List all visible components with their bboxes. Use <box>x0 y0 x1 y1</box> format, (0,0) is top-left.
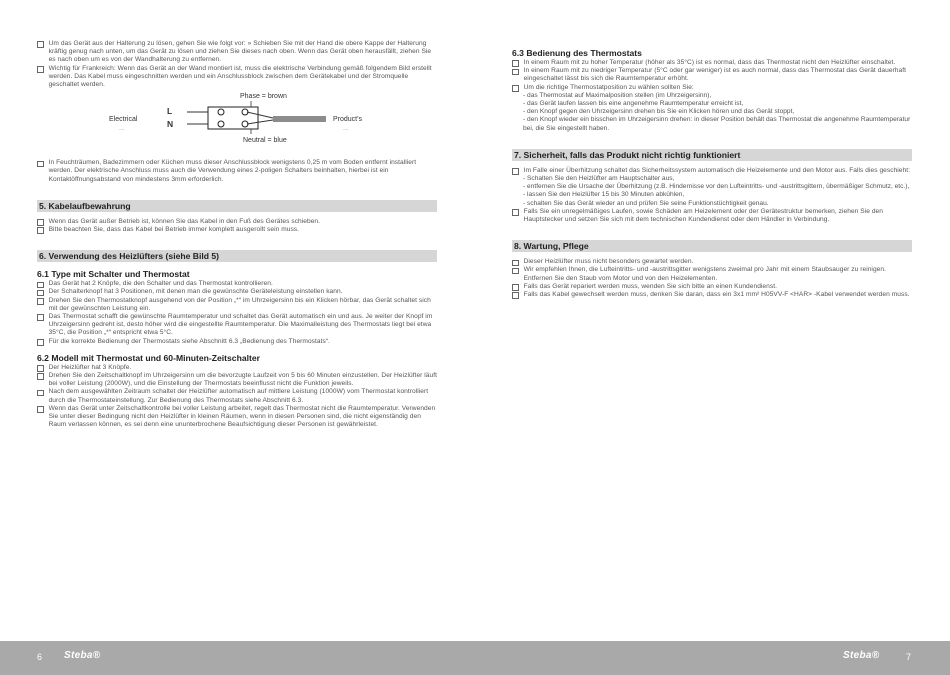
bullet-text: In einem Raum mit zu hoher Temperatur (höher als 35°C) ist es normal, dass das Thermostat nicht den Heizlüfter einschaltet. <box>523 59 896 66</box>
bullet-item <box>512 84 912 92</box>
bullet-text: Um die richtige Thermostatposition zu wählen sollten Sie: <box>523 83 694 91</box>
bullet-item <box>37 218 437 226</box>
terminal-screw <box>218 121 224 127</box>
bullet-text: Wichtig für Frankreich: Wenn das Gerät an der Wand montiert ist, muss die elektrische Verbindung gemäß folgendem Bild erstellt werden. Das Kabel muss eingeschnitten werden und ein Anschlussblock zwischen dem Gerätekabel und der Stromquelle geschaltet werden. <box>48 64 432 89</box>
left-column <box>37 40 437 429</box>
bullet-item <box>37 297 437 313</box>
checkbox-bullet-icon <box>512 168 519 175</box>
section-6-1-list <box>37 280 437 346</box>
bullet-item <box>37 405 437 430</box>
checkbox-bullet-icon <box>512 284 519 291</box>
section-5-list <box>37 218 437 234</box>
wiring-diagram-svg <box>37 91 437 151</box>
bullet-item <box>512 291 912 299</box>
bullet-text: Für die korrekte Bedienung der Thermostats siehe Abschnitt 6.3 „Bedienung des Thermostats“. <box>48 337 330 345</box>
electrical-label: Electrical <box>109 116 138 124</box>
bullet-item <box>512 258 912 266</box>
steba-logo-right: Steba® <box>843 650 880 661</box>
N-label: N <box>167 119 174 130</box>
bullet-text: Wenn das Gerät unter Zeitschaltkontrolle bei voller Leistung arbeitet, regelt das Thermostat nicht die Raumtemperatur. Verwenden Sie unter dieser Bedingung nicht den Heizlüfter in kleinen Räumen, wenn in diesen Personen sind, die nicht eigenständig den Raum verlassen können, es sei denn eine ununterbrochene Beaufsichtigung dieser Personen ist gewährleistet. <box>48 404 436 429</box>
bullet-item <box>37 40 437 65</box>
bullet-item <box>37 364 437 372</box>
section-7-steps <box>512 175 912 208</box>
checkbox-bullet-icon <box>37 339 44 346</box>
section-7-title: 7. Sicherheit, falls das Produkt nicht richtig funktioniert <box>512 149 912 161</box>
bullet-text: Nach dem ausgewählten Zeitraum schaltet der Heizlüfter automatisch auf mittlere Leistung (1000W) vom Thermostat kontrolliert durch die Thermostateinstellung. Zur Bedienung des Thermostats siehe Abschnitt 6.3. <box>48 388 429 404</box>
step-item: - das Thermostat auf Maximalposition stellen (im Uhrzeigersinn), <box>523 91 712 99</box>
checkbox-bullet-icon <box>37 161 44 168</box>
section-6-title: 6. Verwendung des Heizlüfters (siehe Bild 5) <box>37 250 437 262</box>
step-item: - Schalten Sie den Heizlüfter am Hauptschalter aus, <box>523 175 675 183</box>
section-6-2-list <box>37 364 437 430</box>
checkbox-bullet-icon <box>512 60 519 67</box>
step-item: - schalten Sie das Gerät wieder an und prüfen Sie seine Funktionstüchtigkeit genau. <box>523 199 769 207</box>
bullet-text: Drehen Sie den Zeitschaltknopf im Uhrzeigersinn um die bevorzugte Laufzeit von 5 bis 60 Minuten einzustellen. Der Heizlüfter läuft bei voller Leistung (2000W), und die Einstellung der Thermostats beeinflusst nicht die Funktion jeweils. <box>48 372 437 388</box>
phase-label: Phase = brown <box>240 93 287 101</box>
intro-list <box>37 40 437 89</box>
bullet-text: Bitte beachten Sie, dass das Kabel bei Betrieb immer komplett ausgerollt sein muss. <box>48 226 300 234</box>
bullet-text: Wenn das Gerät außer Betrieb ist, können Sie das Kabel in den Fuß des Gerätes schieben. <box>48 217 321 225</box>
section-5-title: 5. Kabelaufbewahrung <box>37 200 437 212</box>
footer-bar <box>0 641 950 675</box>
steba-logo-left: Steba® <box>64 650 101 661</box>
checkbox-bullet-icon <box>37 365 44 372</box>
bullet-item <box>37 338 437 346</box>
checkbox-bullet-icon <box>512 260 519 267</box>
product-cable <box>273 116 326 122</box>
checkbox-bullet-icon <box>512 268 519 275</box>
right-column <box>512 40 912 299</box>
section-8-title: 8. Wartung, Pflege <box>512 240 912 252</box>
bullet-text: Im Falle einer Überhitzung schaltet das Sicherheitssystem automatisch die Heizelemente und den Motor aus. Falls dies geschieht: <box>523 166 911 174</box>
checkbox-bullet-icon <box>37 219 44 226</box>
bullet-text: Drehen Sie den Thermostatknopf ausgehend von der Position „*“ im Uhrzeigersinn bis ein Klicken hörbar, das Gerät schaltet sich mit der gewünschten Leistung ein. <box>48 296 431 312</box>
checkbox-bullet-icon <box>37 298 44 305</box>
bullet-item <box>37 372 437 388</box>
page-number-left: 6 <box>37 652 43 662</box>
bullet-item <box>37 159 437 184</box>
checkbox-bullet-icon <box>512 209 519 216</box>
L-label: L <box>167 106 173 117</box>
step-item: - den Knopf gegen den Uhrzeigersinn drehen bis Sie ein Klicken hören und das Gerät stoppt, <box>523 108 795 116</box>
bullet-text: Der Schalterknopf hat 3 Positionen, mit denen man die gewünschte Geräteleistung einstellen kann. <box>48 288 343 296</box>
checkbox-bullet-icon <box>37 282 44 289</box>
step-item: - entfernen Sie die Ursache der Überhitzung (z.B. Hindernisse vor den Lufteintritts- und -austrittsgittern, übermäßiger Schmutz, etc.), <box>523 183 910 191</box>
section-6-3-title: 6.3 Bedienung des Thermostats <box>512 48 642 58</box>
checkbox-bullet-icon <box>37 227 44 234</box>
bullet-text: In einem Raum mit zu niedriger Temperatur (5°C oder gar weniger) ist es auch normal, dass das Thermostat das Gerät dauerhaft eingeschaltet lässt bis sich die Raumtemperatur erhöht. <box>523 67 907 83</box>
checkbox-bullet-icon <box>512 292 519 299</box>
checkbox-bullet-icon <box>37 66 44 73</box>
bullet-text: Der Heizlüfter hat 3 Knöpfe. <box>48 363 132 371</box>
bullet-item <box>512 167 912 175</box>
product-label-2: ... <box>343 125 349 133</box>
neutral-label: Neutral = blue <box>243 137 287 145</box>
section-6-3-steps <box>512 92 912 133</box>
bullet-text: Das Gerät hat 2 Knöpfe, die den Schalter und das Thermostat kontrollieren. <box>48 280 273 288</box>
bullet-text: Das Thermostat schafft die gewünschte Raumtemperatur und schaltet das Gerät automatisch ein und aus. Je weiter der Knopf im Uhrzeigersinn gedreht ist, desto höher wird die eingestellte Raumtemperatur. Die Maximalleistung des Thermostats liegt bei etwa 35°C, die Position „*“ entspricht etwa 5°C. <box>48 313 433 337</box>
intro2-list <box>37 159 437 184</box>
bullet-item <box>37 288 437 296</box>
bullet-text: Falls Sie ein unregelmäßiges Laufen, sowie Schäden am Heizelement oder der Gerätestruktur bemerken, ziehen Sie den Hauptstecker und setzen Sie sich mit dem technischen Kundendienst oder dem Händler in Verbindung. <box>523 207 883 224</box>
checkbox-bullet-icon <box>37 290 44 297</box>
checkbox-bullet-icon <box>37 314 44 321</box>
section-6-3-list <box>512 59 912 92</box>
step-item: - den Knopf wieder ein bisschen im Uhrzeigersinn drehen: in dieser Position behält das Thermostat die angenehme Raumtemperatur bei, die Sie eingestellt haben. <box>523 116 911 132</box>
section-6-2-title: 6.2 Modell mit Thermostat und 60-Minuten-Zeitschalter <box>37 352 260 363</box>
terminal-block <box>208 107 258 129</box>
checkbox-bullet-icon <box>37 406 44 413</box>
bullet-item <box>37 388 437 404</box>
bullet-item <box>512 266 912 282</box>
bullet-item <box>37 65 437 90</box>
section-8-list <box>512 258 912 299</box>
bullet-item <box>512 283 912 291</box>
terminal-screw <box>218 109 224 115</box>
checkbox-bullet-icon <box>37 390 44 397</box>
bullet-item <box>512 208 912 224</box>
checkbox-bullet-icon <box>512 85 519 92</box>
bullet-text: Falls das Kabel gewechselt werden muss, denken Sie daran, dass ein 3x1 mm² H05VV-F <HAR> -Kabel verwendet werden muss. <box>523 291 910 299</box>
bullet-item <box>37 226 437 234</box>
step-item: - lassen Sie den Heizlüfter 15 bis 30 Minuten abkühlen, <box>523 191 685 199</box>
step-item: - das Gerät laufen lassen bis eine angenehme Raumtemperatur erreicht ist, <box>523 100 744 108</box>
bullet-text: Um das Gerät aus der Halterung zu lösen, gehen Sie wie folgt vor: » Schieben Sie mit der Hand die obere Kappe der Halterung kräftig genug nach unten, um das Gerät zu lösen und ziehen Sie dieses nach oben. Wenn das Gerät oben herausfällt, ziehen Sie es nach oben um es von der Wandhalterung zu entfernen. <box>48 40 432 64</box>
bullet-item <box>512 67 912 83</box>
bullet-item <box>512 59 912 67</box>
electrical-label-2: ... <box>119 125 125 133</box>
bullet-text: Wir empfehlen Ihnen, die Lufteintritts- und -austrittsgitter wenigstens zweimal pro Jahr mit einem Staubsauger zu reinigen. Entfernen Sie den Staub vom Motor und von den Heizelementen. <box>523 266 886 282</box>
section-7-list <box>512 167 912 175</box>
bullet-item <box>37 280 437 288</box>
product-label: Product's <box>333 116 362 124</box>
page-number-right: 7 <box>906 652 912 662</box>
checkbox-bullet-icon <box>512 69 519 76</box>
bullet-text: In Feuchträumen, Badezimmern oder Küchen muss dieser Anschlussblock wenigstens 0,25 m vom Boden entfernt installiert werden. Der elektrische Anschluss muss auch die Verwendung eines 2-poligen Schalters beinhalten, hierbei ist ein Kontaktöffnungsabstand von mindestens 3mm erforderlich. <box>48 159 417 183</box>
bullet-text: Falls das Gerät repariert werden muss, wenden Sie sich bitte an einen Kundendienst. <box>523 282 777 290</box>
bullet-text: Dieser Heizlüfter muss nicht besonders gewartet werden. <box>523 258 694 266</box>
checkbox-bullet-icon <box>37 41 44 48</box>
section-6-1-title: 6.1 Type mit Schalter und Thermostat <box>37 269 190 280</box>
checkbox-bullet-icon <box>37 373 44 380</box>
section-7-list-2 <box>512 208 912 224</box>
bullet-item <box>37 313 437 338</box>
wiring-diagram <box>37 91 437 151</box>
